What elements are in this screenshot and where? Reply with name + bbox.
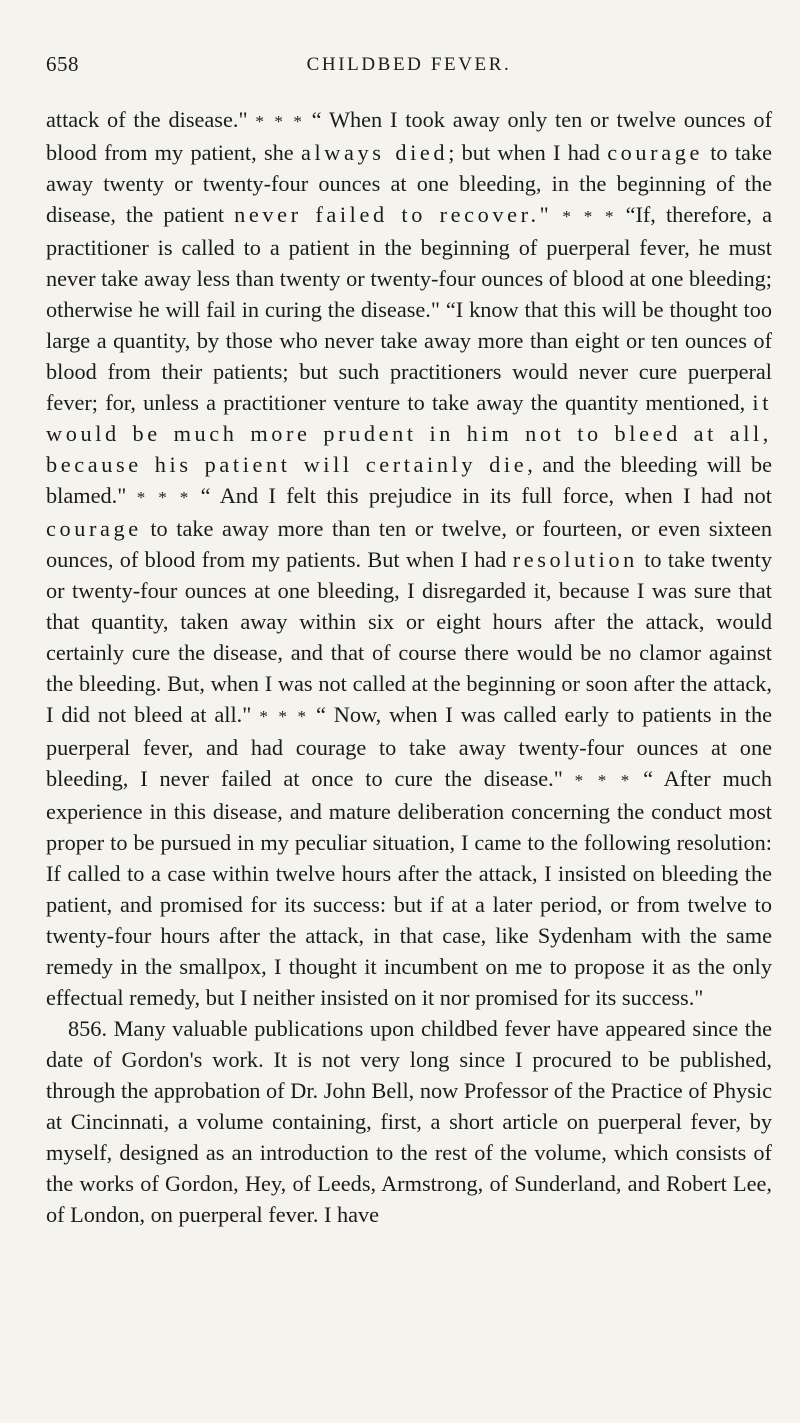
text-segment: “If, therefore, a practitioner is called to a patient in the beginning of puerperal fever, he must never take away less than twenty or twenty-four ounces of blood at one bleeding; otherwise he will fail in curing the disease." “I know that this will be thought too large a quantity, by those who never take away more than eight or ten ounces of blood from their patients; but such practitioners would never cure puerperal fever; for, unless a practitioner venture to take away the quantity mentioned, bbox=[46, 202, 772, 415]
emphasized-text: courage bbox=[607, 140, 703, 165]
quoted-passage-paragraph bbox=[46, 104, 772, 1013]
ellipsis-stars: * * * bbox=[562, 207, 616, 226]
running-title: CHILDBED FEVER. bbox=[306, 54, 512, 75]
ellipsis-stars: * * * bbox=[259, 707, 309, 726]
emphasized-text: courage bbox=[46, 516, 142, 541]
emphasized-text: resolution bbox=[512, 547, 638, 572]
emphasized-text: it would be much more prudent in him not to bleed at all, because his patient will certainly die bbox=[46, 390, 772, 477]
ellipsis-stars: * * * bbox=[255, 112, 304, 131]
text-segment: “ And I felt this prejudice in its full force, when I had not bbox=[200, 483, 772, 508]
text-segment: to take away more than ten or twelve, or fourteen, or even sixteen ounces, of blood from my patients. But when I had bbox=[46, 516, 772, 572]
text-segment: to take away twenty or twenty-four ounces at one bleeding, in the beginning of the disease, the patient bbox=[46, 140, 772, 227]
emphasized-text: always died bbox=[301, 140, 449, 165]
text-segment: ; but when I had bbox=[448, 140, 600, 165]
text-segment: “ After much experience in this disease, and mature deliberation concerning the conduct most proper to be pursued in my peculiar situation, I came to the following resolution: If called to a case within twelve hours after the attack, I insisted on bleeding the patient, and promised for its success: but if at a later period, or from twelve to twenty-four hours after the attack, in that case, like Sydenham with the same remedy in the smallpox, I thought it incumbent on me to propose it as the only effectual remedy, but I neither insisted on it nor promised for its success." bbox=[46, 766, 772, 1010]
page-header bbox=[46, 52, 772, 82]
text-segment: , and the bleeding will be blamed." bbox=[46, 452, 772, 508]
text-segment: “ When I took away only ten or twelve ounces of blood from my patient, she bbox=[46, 107, 772, 165]
page-body bbox=[46, 104, 772, 1230]
text-segment: attack of the disease." bbox=[46, 107, 248, 132]
section-856-paragraph: 856. Many valuable publications upon childbed fever have appeared since the date of Gordon's work. It is not very long since I procured to be published, through the approbation of Dr. John Bell, now Professor of the Practice of Physic at Cincinnati, a volume containing, first, a short article on puerperal fever, by myself, designed as an introduction to the rest of the volume, which consists of the works of Gordon, Hey, of Leeds, Armstrong, of Sunderland, and Robert Lee, of London, on puerperal fever. I have bbox=[46, 1016, 772, 1227]
emphasized-text: never failed to recover." bbox=[234, 202, 553, 227]
text-segment: to take twenty or twenty-four ounces at one bleeding, I disregarded it, because I was sure that that quantity, taken away within six or eight hours after the attack, would certainly cure the disease, and that of course there would be no clamor against the bleeding. But, when I was not called at the beginning or soon after the attack, I did not bleed at all." bbox=[46, 547, 772, 727]
ellipsis-stars: * * * bbox=[136, 488, 191, 507]
text-segment: “ Now, when I was called early to patients in the puerperal fever, and had courage to take away twenty-four ounces at one bleeding, I never failed at once to cure the disease." bbox=[46, 702, 773, 791]
ellipsis-stars: * * * bbox=[574, 771, 632, 790]
page-number: 658 bbox=[46, 52, 79, 76]
